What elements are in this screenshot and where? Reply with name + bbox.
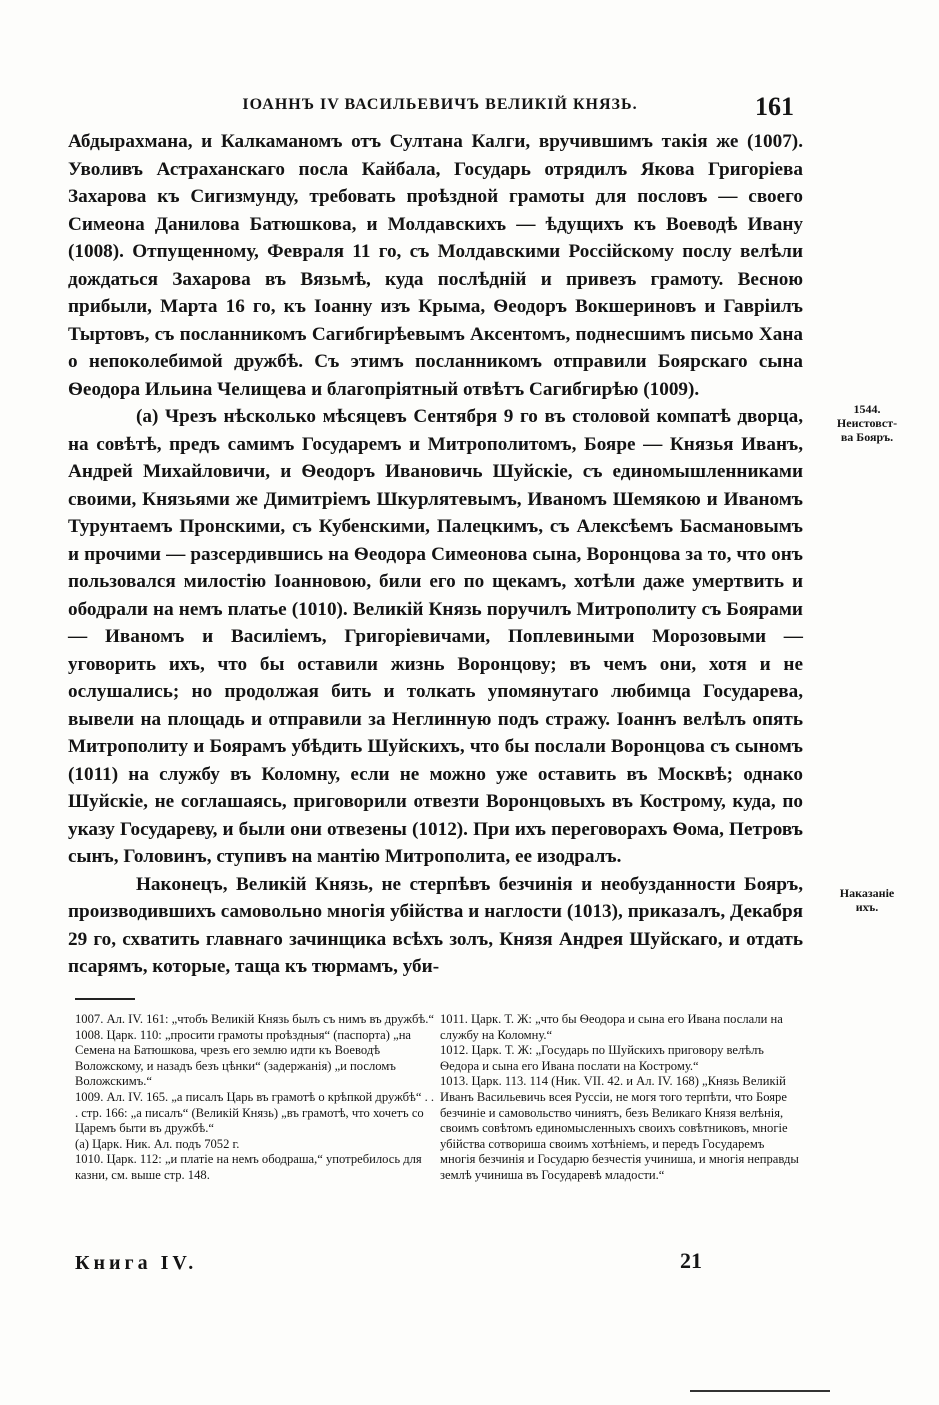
margin-note-2-line-1: Наказаніе <box>839 886 895 900</box>
margin-note-1-line-2: ва Бояръ. <box>840 430 894 444</box>
margin-note-2-line-2: ихъ. <box>855 900 879 914</box>
bottom-rule <box>690 1390 830 1392</box>
running-title: ІОАННЪ IV ВАСИЛЬЕВИЧЪ ВЕЛИКІЙ КНЯЗЬ. <box>242 96 638 113</box>
footnotes-right-column <box>440 1012 802 1184</box>
paragraph-1: Абдырахмана, и Калкаманомъ отъ Султана Калги, вручившимъ такія же (1007). Уволивъ Астраханскаго посла Кайбала, Государь отрядилъ Якова Григорiева Захарова къ Сигизмунду, требовать проѣздной грамоты для пословъ — своего Симеона Даниловa Батюшкова, и Молдавскихъ — ѣдущихъ къ Воеводѣ Ивану (1008). Отпущенному, Февраля 11 го, съ Молдавскими Россійскому послу велѣли дождаться Захарова въ Вязьмѣ, куда послѣдній и привезъ грамоту. Весною прибыли, Марта 16 го, къ Іоанну изъ Крыма, Ѳеодоръ Вокшериновъ и Гавріилъ Тыртовъ, съ посланникомъ Сагибгирѣевымъ Аксентомъ, поднесшимъ письмо Хана о непоколебимой дружбѣ. Съ этимъ посланникомъ отправили Боярскаго сына Ѳеодора Ильина Челищева и благопріятный отвѣтъ Сагибгирѣю (1009). <box>68 131 803 400</box>
footnote: (а) Царк. Ник. Ал. подъ 7052 г. <box>75 1136 240 1151</box>
footnotes-left-column <box>75 1012 437 1184</box>
footnote: 1010. Царк. 112: „и платіе на немъ ободраша,“ употребилось для казни, см. выше стр. 148. <box>75 1152 422 1182</box>
paragraph-3: Наконецъ, Великій Князь, не стерпѣвъ безчинія и необузданности Бояръ, производившихъ самовольно многія убійства и наглости (1013), приказалъ, Декабря 29 го, схватить главнаго зачинщика всѣхъ золъ, Князя Андрея Шуйскаго, и отдать псарямъ, которые, таща къ тюрмамъ, уби- <box>68 873 803 977</box>
footnote: 1012. Царк. Т. Ж: „Государь по Шуйскихъ приговору велѣлъ Ѳедора и сына его Ивана послати на Кострому.“ <box>440 1043 764 1073</box>
footnote: 1008. Царк. 110: „просити грамоты проѣздныя“ (паспорта) „на Семена на Батюшкова, чрезъ его землю идти къ Воеводѣ Воложскому, и назадъ безъ цѣнки“ (задержанія) „и посломъ Воложскимъ.“ <box>75 1027 412 1089</box>
sheet-number: 21 <box>680 1248 702 1273</box>
footnote-separator <box>75 998 135 1000</box>
book-signature: Книга IV. <box>75 1252 198 1274</box>
footnote: 1013. Царк. 113. 114 (Ник. VII. 42. и Ал. IV. 168) „Князь Великій Иванъ Васильевичь всея Руссіи, не могя того терпѣти, что Бояре безчиніе и самовольство чиниятъ, безъ Великаго Князя велѣнія, своимъ совѣтомъ единомысленныхъ своихъ совѣтниковъ, многіе убійства сотвориша своимъ хотѣніемъ, и передъ Государемъ многія безчинія и Государю безчестія учиниша, и многія неправды землѣ учиниша въ Государевѣ младости.“ <box>440 1074 799 1182</box>
page-number: 161 <box>755 92 794 121</box>
main-text <box>68 128 803 981</box>
footnote: 1011. Царк. Т. Ж: „что бы Ѳеодора и сына его Ивана послали на службу на Коломну.“ <box>440 1012 783 1042</box>
margin-note-1-line-1: Неистовст- <box>836 416 898 430</box>
margin-year: 1544. <box>853 402 881 416</box>
paragraph-2: (а) Чрезъ нѣсколько мѣсяцевъ Сентября 9 го въ столовой компатѣ дворца, на совѣтѣ, предъ самимъ Государемъ и Митрополитомъ, Бояре — Князья Иванъ, Андрей Михайловичи, и Ѳеодоръ Ивановичь Шуйскіе, съ единомышленниками своими, Князьями же Димитріемъ Шкурлятевымъ, Иваномъ Шемякою и Иваномъ Турунтаемъ Пронскими, съ Кубенскими, Палецкимъ, съ Алексѣемъ Басмановымъ и прочими — разсердившись на Ѳеодора Симеонова сына, Воронцова за то, что онъ пользовался милостію Іоанновою, били его по щекамъ, хотѣли даже умертвить и ободрали на немъ платье (1010). Великій Князь поручилъ Митрополиту съ Боярами — Иваномъ и Василіемъ, Григорiевичами, Поплевиными Морозовыми — уговорить ихъ, что бы оставили жизнь Воронцову; въ чемъ они, хотя и не ослушались; но продолжая бить и толкать упомянутаго любимца Государева, вывели на площадь и отправили за Неглинную подъ стражу. Іоаннъ велѣлъ опять Митрополиту и Боярамъ убѣдить Шуйскихъ, что бы послали Воронцова съ сыномъ (1011) на службу въ Коломну, если не можно уже оставить въ Москвѣ; однако Шуйскіе, не соглашаясь, приговорили отвезти Воронцовыхъ въ Кострому, куда, по указу Государеву, и были они отвезены (1012). При ихъ переговорахъ Ѳома, Петровъ сынъ, Головинъ, ступивъ на мантію Митрополита, ее изодралъ. <box>68 406 803 867</box>
margin-note-year <box>812 402 922 444</box>
footnote: 1007. Ал. IV. 161: „чтобъ Великій Князь былъ съ нимъ въ дружбѣ.“ <box>75 1012 434 1026</box>
footnote: 1009. Ал. IV. 165. „а писалъ Царь въ грамотѣ о крѣпкой дружбѣ“ . . . стр. 166: „а писалъ“ (Великій Князь) „въ грамотѣ, что хочетъ со Царемъ быти въ дружбѣ.“ <box>75 1089 435 1136</box>
margin-note-punishment <box>812 886 922 914</box>
